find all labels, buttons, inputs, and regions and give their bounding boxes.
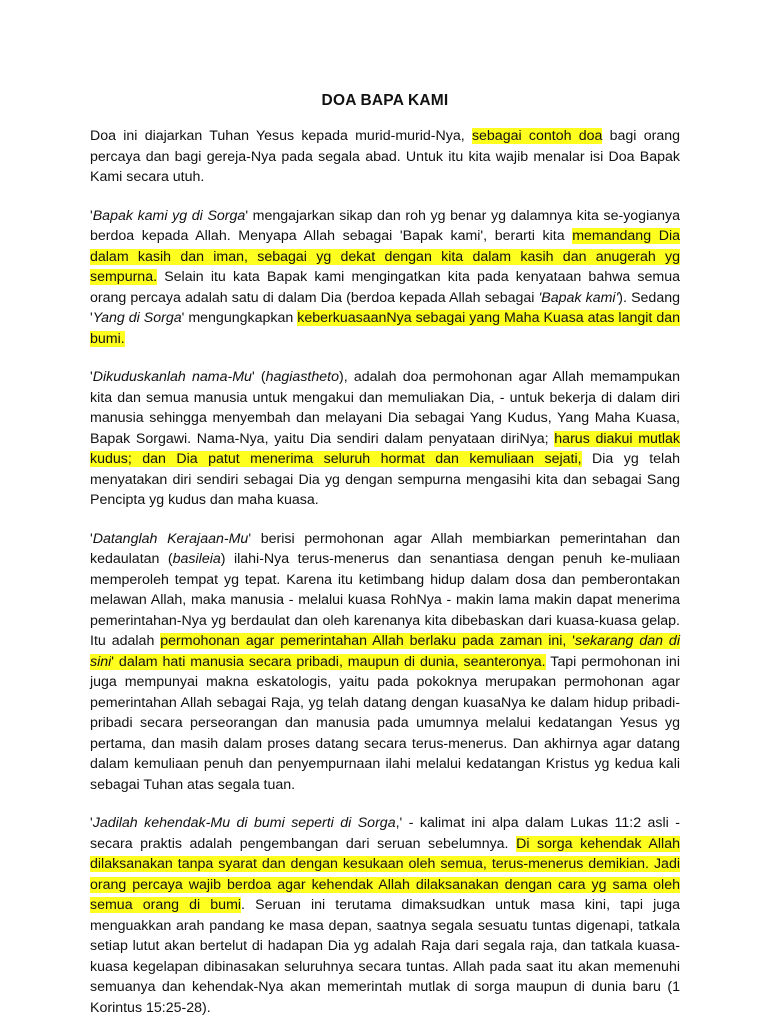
highlighted-text: ' dalam hati manusia secara pribadi, maupun di dunia, seanteronya. (111, 653, 546, 670)
document-title: DOA BAPA KAMI (321, 92, 449, 109)
italic-text: 'Bapak kami' (538, 289, 619, 306)
highlighted-text: memandang Dia dalam kasih dan iman, sebagai yg dekat dengan kita dalam kasih dan anugerah yg sempurna. (90, 228, 680, 285)
document-body (90, 126, 680, 1018)
text-run: ) ilahi-Nya terus-menerus dan senantiasa dengan penuh ke-muliaan memperoleh tempat yg tepat. Karena itu ketimbang hidup dalam dosa dan pemberontakan melawan Allah, maka manusia - melalui kuasa RohNya - makin lama makin dapat menerima pemerintahan-Nya yg berdaulat dan oleh karenanya kita dibebaskan dari kuasa-kuasa gelap. Itu adalah (90, 551, 680, 649)
italic-text: basileia (172, 551, 221, 567)
text-run: ' berisi permohonan agar Allah membiarkan pemerintahan dan kedaulatan ( (90, 530, 680, 567)
text-run: ), adalah doa permohonan agar Allah memampukan kita dan semua manusia untuk mengakui dan memuliakan Dia, - untuk bekerja di dalam diri manusia sehingga menyembah dan melayani Dia sebagai Yang Kudus, Yang Maha Kuasa, Bapak Sorgawi. Nama-Nya, yaitu Dia sendiri dalam penyataan diriNya; (90, 369, 681, 447)
text-run: Selain itu kata Bapak kami mengingatkan kita pada kenyataan bahwa semua orang percaya adalah satu di dalam Dia (berdoa kepada Allah sebagai (90, 269, 680, 306)
text-run: ,' - kalimat ini alpa dalam Lukas 11:2 asli - secara praktis adalah pengembangan dari seruan sebelumnya. (90, 815, 680, 852)
text-run: ' (90, 530, 93, 547)
text-run: ' (90, 369, 93, 385)
text-run: ' (90, 815, 93, 831)
italic-text: Yang di Sorga (92, 310, 182, 326)
text-run: bagi orang percaya dan bagi gereja-Nya pada segala abad. Untuk itu kita wajib menalar isi Doa Bapak Kami secara utuh. (90, 128, 680, 185)
text-run: ' mengajarkan sikap dan roh yg benar yg dalamnya kita se-yogianya berdoa kepada Allah. Menyapa Allah sebagai 'Bapak kami', berarti kita (90, 207, 680, 244)
italic-text: Dikuduskanlah nama-Mu (92, 369, 252, 385)
italic-text: hagiastheto (265, 369, 339, 385)
paragraph-dikuduskanlah (90, 367, 680, 511)
highlighted-text: sebagai contoh doa (471, 128, 603, 144)
highlighted-text: harus diakui mutlak kudus; dan Dia patut menerima seluruh hormat dan kemuliaan sejati, (90, 430, 680, 467)
italic-text: Bapak kami yg di Sorga (92, 207, 246, 224)
italic-text: Datanglah Kerajaan-Mu (92, 530, 249, 547)
text-run: Tapi permohonan ini juga mempunyai makna eskatologis, yaitu pada pokoknya merupakan permohonan agar pemerintahan Allah sebagai Raja, yg telah datang dengan kuasaNya ke dalam hidup pribadi-pribadi secara perseorangan dan manusia pada umumnya melalui kedatangan Yesus yg pertama, dan masih dalam proses datang secara terus-menerus. Dan akhirnya agar datang dalam kemuliaan penuh dan penyempurnaan ilahi melalui kedatangan Kristus yg kedua kali sebagai Tuhan atas segala tuan. (90, 653, 680, 793)
text-run: ' mengungkapkan (181, 310, 298, 326)
highlighted-text: sekarang dan di sini (90, 633, 680, 670)
paragraph-bapak-kami (90, 206, 680, 350)
text-run: ' (90, 207, 93, 224)
text-run: . Seruan ini terutama dimaksudkan untuk masa kini, tapi juga menguakkan arah pandang ke masa depan, saatnya segala sesuatu tuntas digenapi, tatkala setiap lutut akan bertelut di hadapan Dia yg adalah Raja dari segala raja, dan tatkala kuasa-kuasa kegelapan dibinasakan seluruhnya secara tuntas. Allah pada saat itu akan memenuhi semuanya dan kehendak-Nya akan memerintah mutlak di sorga maupun di dunia baru (1 Korintus 15:25-28). (90, 897, 680, 1016)
italic-text: Jadilah kehendak-Mu di bumi seperti di Sorga (92, 815, 396, 831)
text-run: Doa ini diajarkan Tuhan Yesus kepada murid-murid-Nya, (90, 128, 472, 144)
paragraph-intro (90, 126, 680, 188)
text-run: ' ( (251, 369, 266, 385)
text-run: Dia yg telah menyatakan diri sendiri sebagai Dia yg dengan sempurna mengasihi kita dan sebagai Sang Pencipta yg kudus dan maha kuasa. (90, 451, 680, 508)
highlighted-text: permohonan agar pemerintahan Allah berlaku pada zaman ini, ' (160, 633, 575, 649)
paragraph-datanglah-kerajaan (90, 529, 680, 796)
text-run: ). Sedang ' (90, 289, 680, 326)
highlighted-text: keberkuasaanNya sebagai yang Maha Kuasa atas langit dan bumi. (90, 310, 680, 347)
highlighted-text: Di sorga kehendak Allah dilaksanakan tanpa syarat dan dengan kesukaan oleh semua, terus-menerus demikian. Jadi orang percaya wajib berdoa agar kehendak Allah dilaksanakan dengan cara yg sama oleh semua orang di bumi (90, 835, 680, 913)
paragraph-jadilah-kehendak (90, 813, 680, 1018)
